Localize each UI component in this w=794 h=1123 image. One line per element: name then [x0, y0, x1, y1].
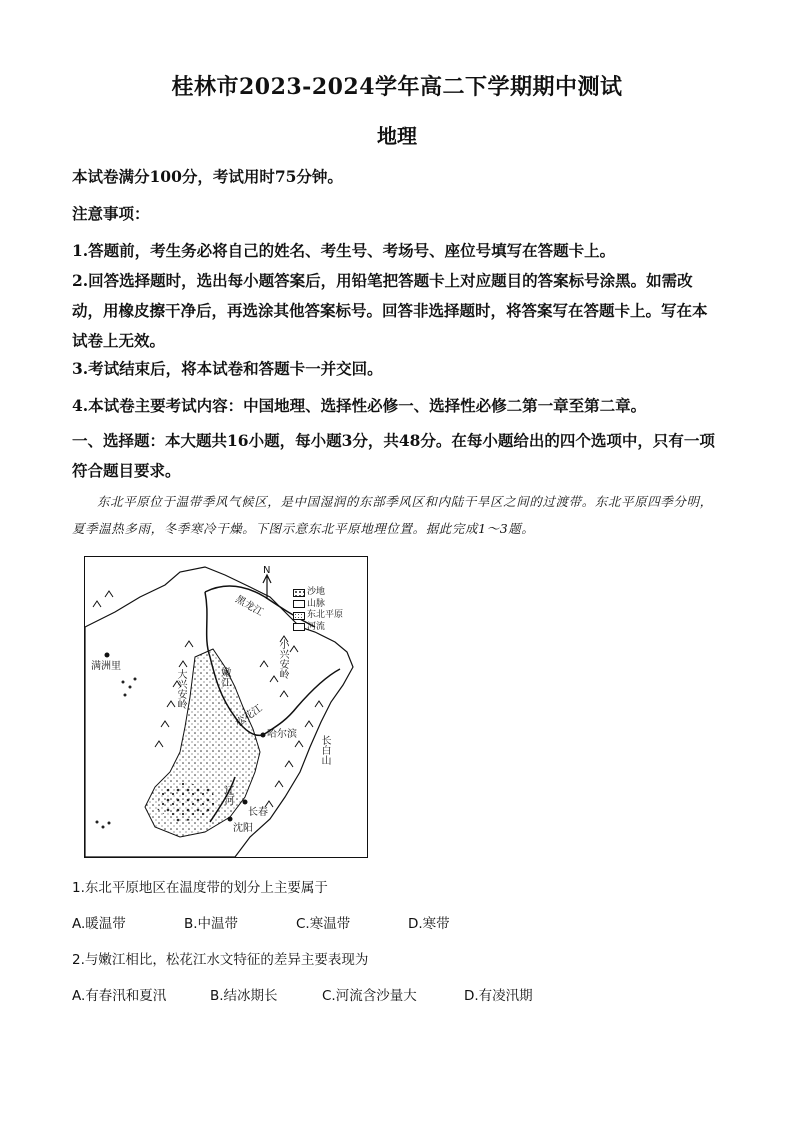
sand-spots	[96, 678, 137, 829]
river-songhua: 松花江	[233, 703, 265, 730]
legend-river: 河流	[293, 622, 343, 634]
note-item-1: 1.答题前，考生务必将自己的姓名、考生号、考场号、座位号填写在答题卡上。	[72, 241, 616, 260]
question-1-stem: 1.东北平原地区在温度带的划分上主要属于	[72, 880, 328, 896]
passage-text: 东北平原位于温带季风气候区，是中国湿润的东部季风区和内陆干旱区之间的过渡带。东北平原四季分明，夏季温热多雨，冬季寒冷干燥。下图示意东北平原地理位置。据此完成1～3题。	[72, 494, 713, 536]
river-heilong: 黑龙江	[233, 593, 265, 619]
section-heading: 一、选择题：本大题共16小题，每小题3分，共48分。在每小题给出的四个选项中，只有一项符合题目要求。	[72, 431, 715, 480]
q1-option-c: C.寒温带	[296, 916, 351, 932]
north-arrow	[263, 575, 271, 599]
river-nenjiang: 嫩江	[219, 667, 230, 687]
note-item-4: 4.本试卷主要考试内容：中国地理、选择性必修一、选择性必修二第一章至第二章。	[72, 396, 647, 415]
mountain-daxinganling: 大兴安岭	[175, 669, 186, 709]
q1-option-b: B.中温带	[184, 916, 239, 932]
q2-option-b: B.结冰期长	[210, 988, 278, 1004]
northeast-plain-map	[84, 556, 368, 858]
river-liao: 辽河	[222, 785, 233, 805]
legend-mountain: 山脉	[293, 599, 343, 611]
mountain-changbaishan: 长白山	[319, 735, 330, 765]
question-1-options	[72, 912, 722, 932]
notes-heading: 注意事项：	[72, 204, 150, 223]
exam-title: 桂林市2023-2024学年高二下学期期中测试	[171, 74, 623, 100]
mountain-xiaoxinganling: 小兴安岭	[277, 639, 288, 679]
city-shenyang: 沈阳	[233, 823, 253, 834]
score-line: 本试卷满分100分，考试用时75分钟。	[72, 167, 343, 186]
q1-option-a: A.暖温带	[72, 916, 126, 932]
legend-plain: 东北平原	[293, 610, 343, 622]
note-item-3: 3.考试结束后，将本试卷和答题卡一并交回。	[72, 359, 383, 378]
legend-sand: 沙地	[293, 587, 343, 599]
q2-option-d: D.有凌汛期	[464, 988, 533, 1004]
city-changchun: 长春	[248, 807, 268, 818]
note-item-2: 2.回答选择题时，选出每小题答案后，用铅笔把答题卡上对应题目的答案标号涂黑。如需改动，用橡皮擦干净后，再选涂其他答案标号。回答非选择题时，将答案写在答题卡上。写在本试卷上无效。	[72, 271, 708, 350]
map-legend	[293, 587, 343, 633]
city-manzhouli: 满洲里	[91, 661, 121, 672]
subject-title: 地理	[377, 124, 417, 148]
q2-option-a: A.有春汛和夏汛	[72, 988, 167, 1004]
north-label: N	[263, 565, 271, 576]
city-harbin: 哈尔滨	[267, 729, 297, 740]
q1-option-d: D.寒带	[408, 916, 450, 932]
q2-option-c: C.河流含沙量大	[322, 988, 417, 1004]
question-2-stem: 2.与嫩江相比，松花江水文特征的差异主要表现为	[72, 952, 369, 968]
question-2-options	[72, 984, 722, 1004]
